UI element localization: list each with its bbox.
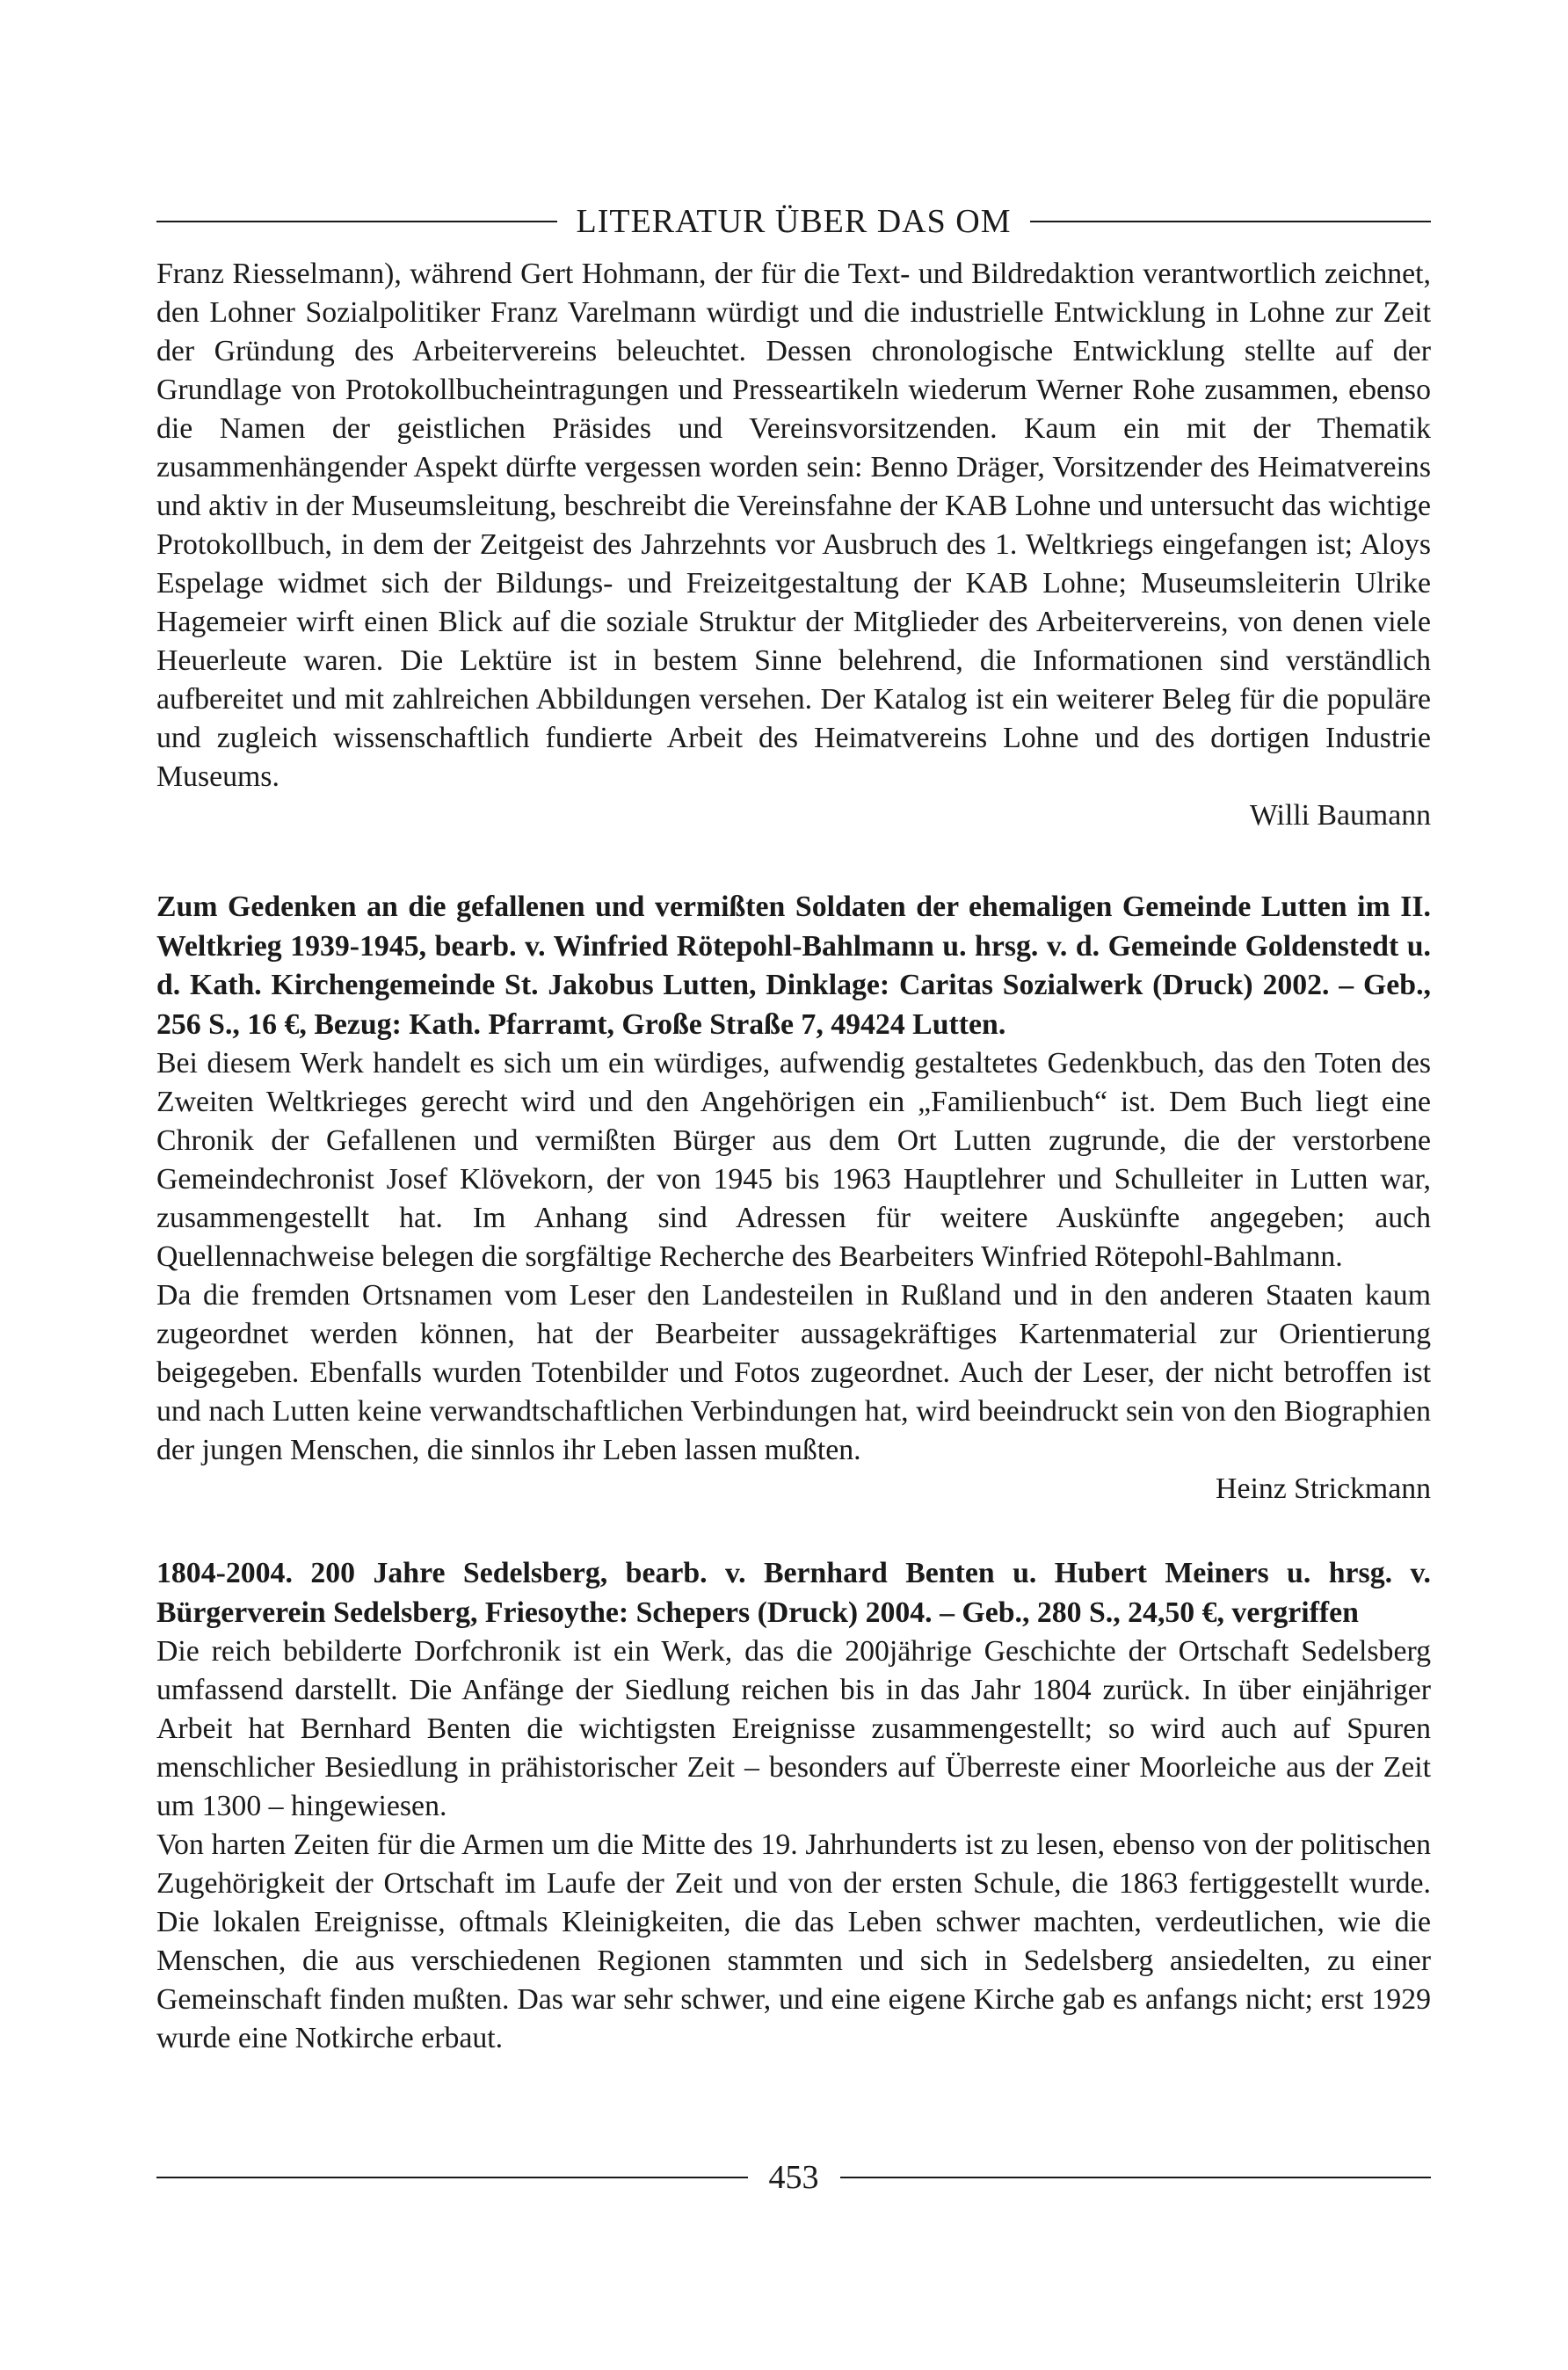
header-rule-left — [156, 221, 557, 222]
review3-heading: 1804-2004. 200 Jahre Sedelsberg, bearb. v. Bernhard Benten u. Hubert Meiners u. hrsg. v. Bürgerverein Sedelsberg, Friesoythe: Schepers (Druck) 2004. – Geb., 280 S., 24,50 €, vergriffen — [156, 1557, 1431, 1629]
running-header — [156, 195, 1431, 248]
footer-rule-right — [840, 2177, 1432, 2178]
header-rule-right — [1030, 221, 1431, 222]
page-content — [156, 255, 1431, 2058]
page-footer — [156, 2156, 1431, 2199]
page-number: 453 — [768, 2159, 819, 2196]
footer-rule-left — [156, 2177, 748, 2178]
section-spacer — [156, 1509, 1431, 1554]
review1-author: Willi Baumann — [1249, 799, 1431, 832]
review2-author: Heinz Strickmann — [1216, 1472, 1431, 1505]
review3-paragraph-1: Die reich bebilderte Dorfchronik ist ein Werk, das die 200jährige Geschichte der Ortschaft Sedelsberg umfassend darstellt. Die Anfänge der Siedlung reichen bis in das Jahr 1804 zurück. In über einjähriger Arbeit hat Bernhard Benten die wichtigsten Ereignisse zusammengestellt; so wird auch auf Spuren menschlicher Besiedlung in prähistorischer Zeit – besonders auf Überreste einer Moorleiche aus der Zeit um 1300 – hingewiesen. — [156, 1635, 1431, 1822]
review2-paragraph-1: Bei diesem Werk handelt es sich um ein würdiges, aufwendig gestaltetes Gedenkbuch, das den Toten des Zweiten Weltkrieges gerecht wird und den Angehörigen ein „Familienbuch“ ist. Dem Buch liegt eine Chronik der Gefallenen und vermißten Bürger aus dem Ort Lutten zugrunde, die der verstorbene Gemeindechronist Josef Klövekorn, der von 1945 bis 1963 Hauptlehrer und Schulleiter in Lutten war, zusammengestellt hat. Im Anhang sind Adressen für weitere Auskünfte angegeben; auch Quellennachweise belegen die sorgfältige Recherche des Bearbeiters Winfried Rötepohl-Bahlmann. — [156, 1047, 1431, 1273]
review2-heading: Zum Gedenken an die gefallenen und vermißten Soldaten der ehemaligen Gemeinde Lutten im II. Weltkrieg 1939-1945, bearb. v. Winfried Rötepohl-Bahlmann u. hrsg. v. d. Gemeinde Goldenstedt u. d. Kath. Kirchengemeinde St. Jakobus Lutten, Dinklage: Caritas Sozialwerk (Druck) 2002. – Geb., 256 S., 16 €, Bezug: Kath. Pfarramt, Große Straße 7, 49424 Lutten. — [156, 891, 1431, 1041]
review3-paragraph-2: Von harten Zeiten für die Armen um die Mitte des 19. Jahrhunderts ist zu lesen, ebenso von der politischen Zugehörigkeit der Ortschaft im Laufe der Zeit und von der ersten Schule, die 1863 fertiggestellt wurde. Die lokalen Ereignisse, oftmals Kleinigkeiten, die das Leben schwer machten, verdeutlichen, wie die Menschen, die aus verschiedenen Regionen stammten und sich in Sedelsberg ansiedelten, zu einer Gemeinschaft finden mußten. Das war sehr schwer, und eine eigene Kirche gab es anfangs nicht; erst 1929 wurde eine Notkirche erbaut. — [156, 1828, 1431, 2054]
section-spacer — [156, 835, 1431, 888]
review1-body: Franz Riesselmann), während Gert Hohmann, der für die Text- und Bildredaktion verantwortlich zeichnet, den Lohner Sozialpolitiker Franz Varelmann würdigt und die industrielle Entwicklung in Lohne zur Zeit der Gründung des Arbeitervereins beleuchtet. Dessen chronologische Entwicklung stellte auf der Grundlage von Protokollbucheintragungen und Presseartikeln wiederum Werner Rohe zusammen, ebenso die Namen der geistlichen Präsides und Vereinsvorsitzenden. Kaum ein mit der Thematik zusammenhängender Aspekt dürfte vergessen worden sein: Benno Dräger, Vorsitzender des Heimatvereins und aktiv in der Museumsleitung, beschreibt die Vereinsfahne der KAB Lohne und untersucht das wichtige Protokollbuch, in dem der Zeitgeist des Jahrzehnts vor Ausbruch des 1. Weltkriegs eingefangen ist; Aloys Espelage widmet sich der Bildungs- und Freizeitgestaltung der KAB Lohne; Museumsleiterin Ulrike Hagemeier wirft einen Blick auf die soziale Struktur der Mitglieder des Arbeitervereins, von denen viele Heuerleute waren. Die Lektüre ist in bestem Sinne belehrend, die Informationen sind verständlich aufbereitet und mit zahlreichen Abbildungen versehen. Der Katalog ist ein weiterer Beleg für die populäre und zugleich wissenschaftlich fundierte Arbeit des Heimatvereins Lohne und des dortigen Industrie Museums. — [156, 258, 1431, 793]
running-head-title: LITERATUR ÜBER DAS OM — [576, 203, 1012, 240]
review2-paragraph-2: Da die fremden Ortsnamen vom Leser den Landesteilen in Rußland und in den anderen Staaten kaum zugeordnet werden können, hat der Bearbeiter aussagekräftiges Kartenmaterial zur Orientierung beigegeben. Ebenfalls wurden Totenbilder und Fotos zugeordnet. Auch der Leser, der nicht betroffen ist und nach Lutten keine verwandtschaftlichen Verbindungen hat, wird beeindruckt sein von den Biographien der jungen Menschen, die sinnlos ihr Leben lassen mußten. — [156, 1279, 1431, 1466]
